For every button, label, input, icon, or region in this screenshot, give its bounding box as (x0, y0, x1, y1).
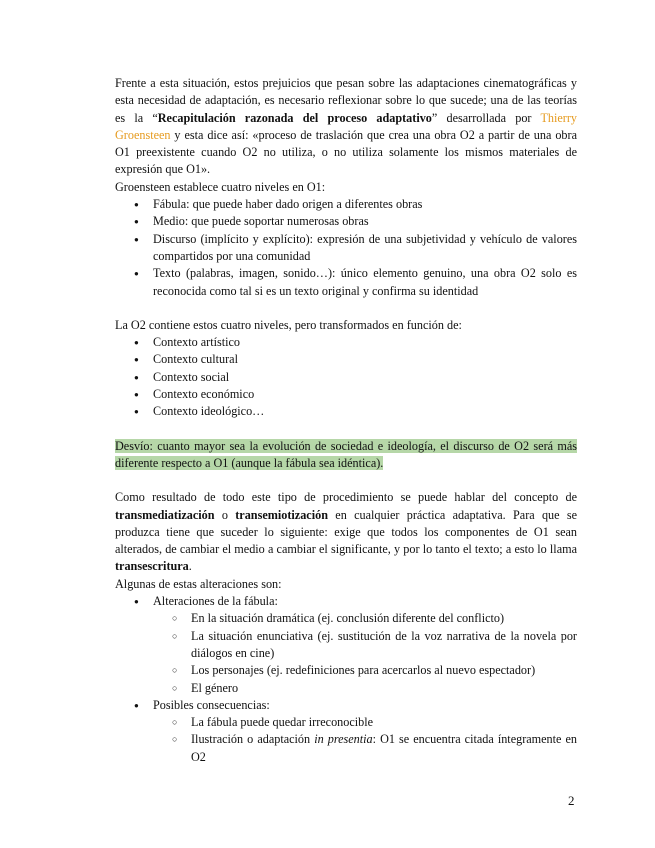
list-item: ● Discurso (implícito y explícito): expresión de una subjetividad y vehículo de valores compartidos por una comunidad (115, 231, 577, 266)
list-item: ● Contexto social (115, 369, 577, 386)
sublist-item: ○ En la situación dramática (ej. conclusión diferente del conflicto) (115, 610, 577, 627)
list-item (115, 697, 577, 766)
alterations-sublist (115, 610, 577, 696)
spacer (115, 300, 577, 317)
paragraph-contexts-intro: La O2 contiene estos cuatro niveles, pero transformados en función de: (115, 317, 462, 332)
paragraph-alterations-intro: Algunas de estas alteraciones son: (115, 576, 282, 591)
trans-text-2: o (214, 507, 236, 522)
trans-text-4: . (188, 559, 192, 574)
page-number: 2 (568, 793, 575, 808)
paragraph-transmediatization (115, 489, 577, 575)
alterations-list (115, 593, 577, 766)
term-transescritura: transescritura (115, 559, 189, 574)
author-name: Thierry Groensteen (115, 110, 577, 142)
spacer (115, 472, 577, 489)
consequences-label: Posibles consecuencias: (153, 697, 270, 712)
intro-text-2: ” desarrollada por (431, 110, 541, 125)
list-item: ● Medio: que puede soportar numerosas obras (115, 213, 577, 230)
intro-bold-term: Recapitulación razonada del proceso adaptativo (157, 110, 432, 125)
consequence-italic: in presentia (314, 732, 373, 747)
sublist-item: ○ La fábula puede quedar irreconocible (115, 714, 577, 731)
intro-text-3: y esta dice así: «proceso de traslación que crea una obra O2 a partir de una obra O1 preexistente cuando O2 no utiliza, o no utiliza solamente los mismos materiales de expresión que O1». (115, 127, 577, 177)
sublist-item: ○ Los personajes (ej. redefiniciones para acercarlos al nuevo espectador) (115, 662, 577, 679)
alterations-label: Alteraciones de la fábula: (153, 594, 278, 609)
spacer (115, 421, 577, 438)
list-item: ● Fábula: que puede haber dado origen a diferentes obras (115, 196, 577, 213)
highlighted-paragraph (115, 438, 577, 473)
paragraph-levels-intro: Groensteen establece cuatro niveles en O1: (115, 179, 326, 194)
trans-text-1: Como resultado de todo este tipo de procedimiento se puede hablar del concepto de (115, 490, 577, 505)
term-transemiotizacion: transemiotización (235, 507, 328, 522)
paragraph-intro (115, 75, 577, 179)
list-item: ● Contexto económico (115, 386, 577, 403)
term-transmediatizacion: transmediatización (115, 507, 215, 522)
list-item (115, 593, 577, 697)
sublist-item: ○ La situación enunciativa (ej. sustitución de la voz narrativa de la novela por diálogos en cine) (115, 628, 577, 663)
list-item: ● Contexto cultural (115, 351, 577, 368)
sublist-item (115, 731, 577, 766)
sublist-item: ○ El género (115, 680, 577, 697)
levels-list (115, 196, 577, 300)
page-body (115, 75, 577, 766)
contexts-list (115, 334, 577, 420)
consequences-sublist (115, 714, 577, 766)
highlighted-text: Desvío: cuanto mayor sea la evolución de sociedad e ideología, el discurso de O2 será más diferente respecto a O1 (aunque la fábula sea idéntica). (115, 438, 577, 470)
list-item: ● Texto (palabras, imagen, sonido…): único elemento genuino, una obra O2 solo es reconocida como tal si es un texto original y confirma su identidad (115, 265, 577, 300)
consequence-text-post: : O1 se encuentra citada íntegramente en O2 (191, 732, 578, 764)
trans-text-3: en cualquier práctica adaptativa. Para que se produzca tiene que suceder lo siguiente: exige que todos los componentes de O1 sean alterados, de cambiar el medio a cambiar el significante, y por lo tanto el texto; a esto lo llama (115, 507, 578, 557)
list-item: ● Contexto artístico (115, 334, 577, 351)
list-item: ● Contexto ideológico… (115, 403, 577, 420)
consequence-text-pre: Ilustración o adaptación (191, 732, 315, 747)
intro-text-1: Frente a esta situación, estos prejuicios que pesan sobre las adaptaciones cinematográficas y esta necesidad de adaptación, es necesario reflexionar sobre lo que sucede; una de las teorías es la “ (115, 76, 577, 125)
